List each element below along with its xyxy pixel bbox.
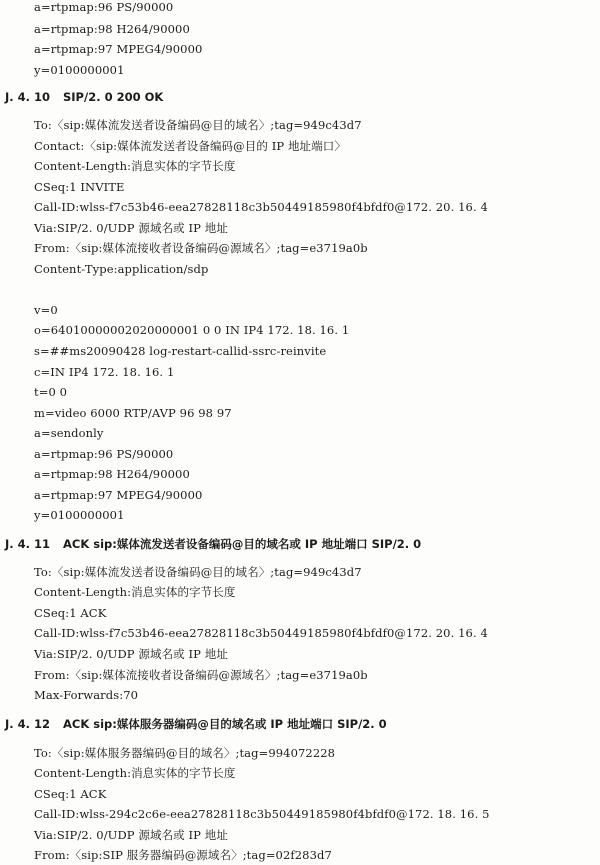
header-line: Max-Forwards:70: [34, 688, 139, 703]
header-line: From:〈sip:媒体流接收者设备编码@源域名〉;tag=e3719a0b: [34, 241, 368, 256]
section-heading-j412: [5, 717, 387, 731]
header-line: Via:SIP/2. 0/UDP 源域名或 IP 地址: [34, 827, 228, 842]
sdp-line: y=0100000001: [34, 62, 125, 77]
section-title: SIP/2. 0 200 OK: [63, 89, 164, 104]
header-line: Content-Type:application/sdp: [34, 261, 209, 276]
header-line: To:〈sip:媒体服务器编码@目的域名〉;tag=994072228: [34, 745, 336, 760]
section-number: J. 4. 11: [5, 536, 51, 551]
header-line: Call-ID:wlss-f7c53b46-eea27828118c3b50449185980f4bfdf0@172. 20. 16. 4: [34, 200, 488, 215]
header-line: From:〈sip:媒体流接收者设备编码@源域名〉;tag=e3719a0b: [34, 667, 368, 682]
section-number: J. 4. 12: [5, 717, 51, 732]
section-number: J. 4. 10: [5, 89, 51, 104]
sdp-line: v=0: [34, 302, 58, 317]
sdp-line: t=0 0: [34, 385, 68, 400]
section-title: ACK sip:媒体服务器编码@目的域名或 IP 地址端口 SIP/2. 0: [63, 717, 387, 732]
header-line: CSeq:1 INVITE: [34, 179, 125, 194]
header-line: Via:SIP/2. 0/UDP 源域名或 IP 地址: [34, 220, 228, 235]
header-line: CSeq:1 ACK: [34, 605, 107, 620]
header-line: Via:SIP/2. 0/UDP 源域名或 IP 地址: [34, 646, 228, 661]
header-line: Content-Length:消息实体的字节长度: [34, 585, 236, 600]
header-line: To:〈sip:媒体流发送者设备编码@目的域名〉;tag=949c43d7: [34, 118, 362, 133]
sdp-line: a=rtpmap:98 H264/90000: [34, 21, 190, 36]
header-line: Call-ID:wlss-294c2c6e-eea27828118c3b50449185980f4bfdf0@172. 18. 16. 5: [34, 807, 490, 822]
sdp-line: s=##ms20090428 log-restart-callid-ssrc-reinvite: [34, 344, 327, 359]
section-heading-j411: [5, 537, 421, 551]
sdp-line: a=rtpmap:97 MPEG4/90000: [34, 487, 203, 502]
sdp-line: a=sendonly: [34, 426, 104, 441]
header-line: Content-Length:消息实体的字节长度: [34, 766, 236, 781]
section-title: ACK sip:媒体流发送者设备编码@目的域名或 IP 地址端口 SIP/2. 0: [63, 536, 422, 551]
sdp-line: y=0100000001: [34, 508, 125, 523]
header-line: Contact:〈sip:媒体流发送者设备编码@目的 IP 地址端口〉: [34, 138, 346, 153]
section-heading-j410: [5, 90, 163, 104]
header-line: CSeq:1 ACK: [34, 786, 107, 801]
header-line: Content-Length:消息实体的字节长度: [34, 159, 236, 174]
sdp-line: a=rtpmap:98 H264/90000: [34, 467, 190, 482]
sdp-line: a=rtpmap:96 PS/90000: [34, 0, 174, 14]
header-line: To:〈sip:媒体流发送者设备编码@目的域名〉;tag=949c43d7: [34, 564, 362, 579]
header-line: Call-ID:wlss-f7c53b46-eea27828118c3b50449185980f4bfdf0@172. 20. 16. 4: [34, 626, 488, 641]
header-line: From:〈sip:SIP 服务器编码@源域名〉;tag=02f283d7: [34, 848, 332, 863]
sdp-line: m=video 6000 RTP/AVP 96 98 97: [34, 405, 232, 420]
sdp-line: a=rtpmap:96 PS/90000: [34, 446, 174, 461]
sdp-line: a=rtpmap:97 MPEG4/90000: [34, 42, 203, 57]
sdp-line: c=IN IP4 172. 18. 16. 1: [34, 364, 175, 379]
sdp-line: o=64010000002020000001 0 0 IN IP4 172. 18. 16. 1: [34, 323, 350, 338]
